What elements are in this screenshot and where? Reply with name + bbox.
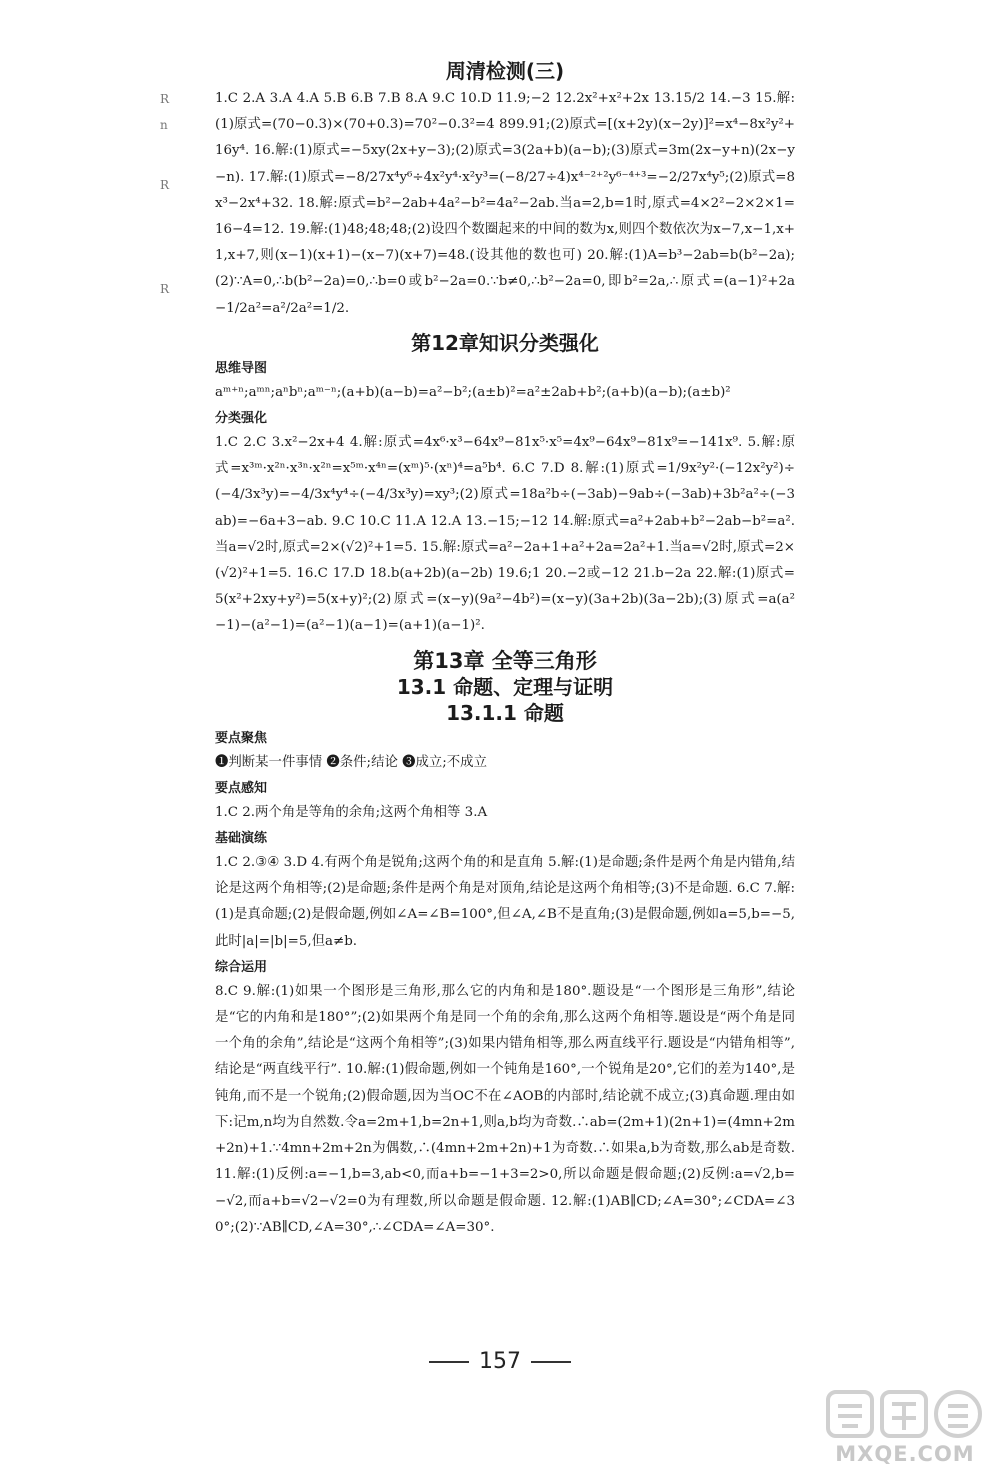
comprehensive-answers: 8.C 9.解:(1)如果一个图形是三角形,那么它的内角和是180°.题设是“一个图形是三角形”,结论是“它的内角和是180°”;(2)如果两个角是同一个角的余角,那么这两个角相等.题设是“两个角是同一个角的余角”,结论是“这两个角相等”;(3)如果内错角相等,那么两直线平行.题设是“内错角相等”,结论是“两直线平行”. 10.解:(1)假命题,例如一个钝角是160°,一个锐角是20°,它们的差为140°,是钝角,而不是一个锐角;(2)假命题,因为当OC不在∠AOB的内部时,结论就不成立;(3)真命题.理由如下:记m,n均为自然数.令a=2m+1,b=2n+1,则a,b均为奇数.∴ab=(2m+1)(2n+1)=(4mn+2m+2n)+1.∵4mn+2m+2n为偶数,∴(4mn+2m+2n)+1为奇数.∴如果a,b为奇数,那么ab是奇数. 11.解:(1)反例:a=−1,b=3,ab<0,而a+b=−1+3=2>0,所以命题是假命题;(2)反例:a=√2,b=−√2,而a+b=√2−√2=0为有理数,所以命题是假命题. 12.解:(1)AB∥CD;∠A=30°;∠CDA=∠30°;(2)∵AB∥CD,∠A=30°,∴∠CDA=∠A=30°.: [215, 983, 795, 1235]
margin-mark: R: [160, 178, 170, 192]
watermark: [820, 1386, 990, 1466]
page-number-dash-right: [531, 1361, 571, 1363]
chapter-title: 第13章 全等三角形: [413, 648, 597, 673]
subheading-basic-practice: 基础演练: [215, 831, 268, 847]
weekly-test-answers: 1.C 2.A 3.A 4.A 5.B 6.B 7.B 8.A 9.C 10.D 11.9;−2 12.2x²+x²+2x 13.15/2 14.−3 15.解:(1)原式=(70−0.3)×(70+0.3)=70²−0.3²=4 899.91;(2)原式=[(x+2y)(x−2y)]²=x⁴−8x²y²+16y⁴. 16.解:(1)原式=−5xy(2x+y−3);(2)原式=3(2a+b)(a−b);(3)原式=3m(2x−y+n)(2x−y−n). 17.解:(1)原式=−8/27x⁴y⁶÷4x²y⁴·x²y³=(−8/27÷4)x⁴⁻²⁺²y⁶⁻⁴⁺³=−2/27x⁴y⁵;(2)原式=8x³−2x⁴+32. 18.解:原式=b²−2ab+4a²−b²=4a²−2ab.当a=2,b=1时,原式=4×2²−2×2×1=16−4=12. 19.解:(1)48;48;48;(2)设四个数圈起来的中间的数为x,则四个数依次为x−7,x−1,x+1,x+7,则(x−1)(x+1)−(x−7)(x+7)=48.(设其他的数也可) 20.解:(1)A=b³−2ab=b(b²−2a);(2)∵A=0,∴b(b²−2a)=0,∴b=0或b²−2a=0.∵b≠0,∴b²−2a=0,即b²=2a,∴原式=(a−1)²+2a−1/2a²=a²/2a²=1/2.: [215, 91, 795, 316]
margin-mark: R: [160, 92, 170, 106]
watermark-text: MXQE.COM: [835, 1442, 975, 1466]
page-content: [215, 58, 795, 1241]
subheading-comprehensive: 综合运用: [215, 959, 268, 975]
subsection-title-13-1-1: 13.1.1 命题: [446, 700, 564, 725]
page-number: [0, 1349, 1000, 1374]
page-number-text: 157: [479, 1349, 521, 1374]
subheading-key-points: 要点聚焦: [215, 730, 268, 746]
subheading-mind-map: 思维导图: [215, 360, 268, 376]
section-title-13-1: 13.1 命题、定理与证明: [396, 674, 614, 699]
margin-mark: R: [160, 282, 170, 296]
section-title-chapter12: 第12章知识分类强化: [411, 330, 599, 355]
watermark-logo-icon: [820, 1386, 990, 1442]
key-points-answers: ❶判断某一件事情 ❷条件;结论 ❸成立;不成立: [215, 754, 487, 770]
page-number-dash-left: [429, 1361, 469, 1363]
mind-map-answers: aᵐ⁺ⁿ;aᵐⁿ;aⁿbⁿ;aᵐ⁻ⁿ;(a+b)(a−b)=a²−b²;(a±b)²=a²±2ab+b²;(a+b)(a−b);(a±b)²: [215, 384, 731, 400]
basic-practice-answers: 1.C 2.③④ 3.D 4.有两个角是锐角;这两个角的和是直角 5.解:(1)是命题;条件是两个角是内错角,结论是这两个角相等;(2)是命题;条件是两个角是对顶角,结论是这两个角相等;(3)不是命题. 6.C 7.解:(1)是真命题;(2)是假命题,例如∠A=∠B=100°,但∠A,∠B不是直角;(3)是假命题,例如a=5,b=−5,此时|a|=|b|=5,但a≠b.: [215, 855, 795, 949]
section-title-weekly-test: 周清检测(三): [445, 59, 565, 83]
subheading-perception: 要点感知: [215, 780, 268, 796]
perception-answers: 1.C 2.两个角是等角的余角;这两个角相等 3.A: [215, 804, 488, 820]
classified-answers: 1.C 2.C 3.x²−2x+4 4.解:原式=4x⁶·x³−64x⁹−81x⁵·x⁵=4x⁹−64x⁹−81x⁹=−141x⁹. 5.解:原式=x³ᵐ·x²ⁿ·x³ⁿ·x²ⁿ=x⁵ᵐ·x⁴ⁿ=(xᵐ)⁵·(xⁿ)⁴=a⁵b⁴. 6.C 7.D 8.解:(1)原式=1/9x²y²·(−12x²y²)÷(−4/3x³y)=−4/3x⁴y⁴÷(−4/3x³y)=xy³;(2)原式=18a²b÷(−3ab)−9ab÷(−3ab)+3b²a²÷(−3ab)=−6a+3−ab. 9.C 10.C 11.A 12.A 13.−15;−12 14.解:原式=a²+2ab+b²−2ab−b²=a².当a=√2时,原式=2×(√2)²+1=5. 15.解:原式=a²−2a+1+a²+2a=2a²+1.当a=√2时,原式=2×(√2)²+1=5. 16.C 17.D 18.b(a+2b)(a−2b) 19.6;1 20.−2或−12 21.b−2a 22.解:(1)原式=5(x²+2xy+y²)=5(x+y)²;(2)原式=(x−y)(9a²−4b²)=(x−y)(3a+2b)(3a−2b);(3)原式=a(a²−1)−(a²−1)=(a²−1)(a−1)=(a+1)(a−1)².: [215, 435, 795, 634]
subheading-classified: 分类强化: [215, 411, 268, 427]
margin-mark: n: [160, 118, 168, 132]
